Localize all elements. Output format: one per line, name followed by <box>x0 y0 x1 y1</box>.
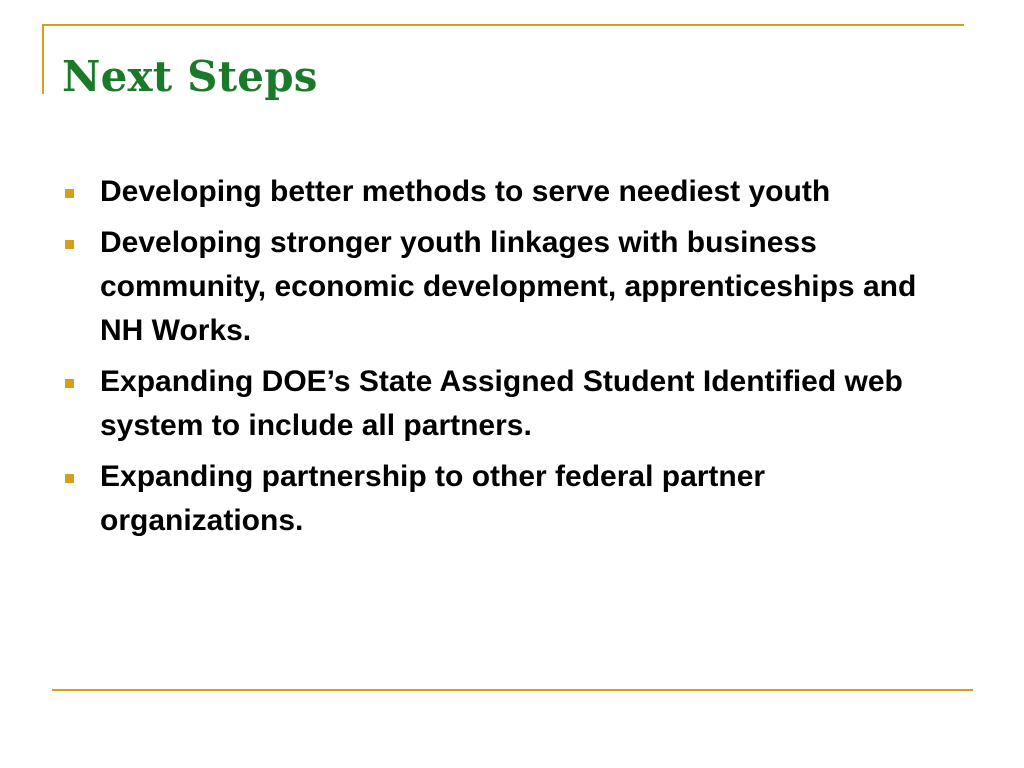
square-bullet-icon <box>65 474 74 483</box>
bullet-item <box>62 455 962 543</box>
bullet-text: Expanding DOE’s State Assigned Student Identified web system to include all partners. <box>100 365 903 442</box>
square-bullet-icon <box>65 240 74 249</box>
bullet-item <box>62 170 962 214</box>
frame-bottom-line <box>52 689 973 691</box>
bullet-item <box>62 221 962 353</box>
square-bullet-icon <box>65 189 74 198</box>
bullet-text: Expanding partnership to other federal partner organizations. <box>100 460 766 537</box>
square-bullet-icon <box>65 379 74 388</box>
bullet-text: Developing better methods to serve neediest youth <box>100 175 831 208</box>
bullet-list <box>62 170 962 550</box>
frame-left-line <box>42 24 44 94</box>
bullet-text: Developing stronger youth linkages with business community, economic development, apprenticeships and NH Works. <box>100 226 917 347</box>
frame-top-line <box>42 24 964 26</box>
slide-title: Next Steps <box>62 52 318 101</box>
bullet-item <box>62 360 962 448</box>
